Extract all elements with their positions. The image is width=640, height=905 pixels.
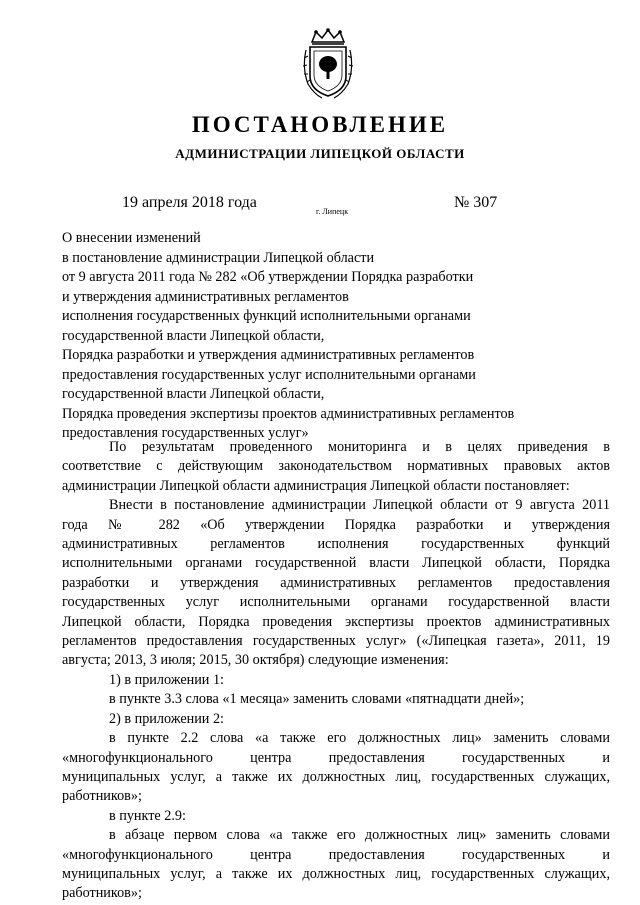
body-line: Внести в постановление администрации Липецкой области от 9 августа 2011 bbox=[109, 497, 610, 514]
body-line: муниципальных услуг, а также их должностных лиц, государственных служащих, bbox=[62, 768, 610, 785]
subject-line: и утверждения административных регламентов bbox=[62, 288, 349, 305]
subject-line: Порядка проведения экспертизы проектов административных регламентов bbox=[62, 405, 515, 422]
body-line: 2) в приложении 2: bbox=[109, 710, 224, 727]
body-line: в пункте 3.3 слова «1 месяца» заменить словами «пятнадцати дней»; bbox=[109, 691, 525, 708]
body-line: государственных услуг исполнительными органами государственной власти bbox=[62, 594, 610, 611]
document-date: 19 апреля 2018 года bbox=[122, 194, 257, 211]
body-line: администрации Липецкой области администрация Липецкой области постановляет: bbox=[62, 477, 570, 494]
document-city: г. Липецк bbox=[316, 207, 349, 216]
body-line: в абзаце первом слова «а также его должностных лиц» заменить словами bbox=[109, 827, 610, 844]
subject-line: в постановление администрации Липецкой области bbox=[62, 249, 375, 266]
body-line: регламентов предоставления государственных услуг» («Липецкая газета», 2011, 19 bbox=[62, 633, 610, 650]
document-number: № 307 bbox=[454, 194, 498, 211]
body-line: разработки и утверждения административных регламентов предоставления bbox=[62, 574, 610, 591]
subject-line: государственной власти Липецкой области, bbox=[62, 386, 325, 402]
subject-line: государственной власти Липецкой области, bbox=[62, 327, 325, 344]
body-line: августа; 2013, 3 июля; 2015, 30 октября) следующие изменения: bbox=[62, 652, 449, 669]
subject-line: исполнения государственных функций исполнительными органами bbox=[62, 308, 471, 324]
body-line: исполнительными органами государственной власти Липецкой области, Порядка bbox=[62, 555, 610, 572]
body-line: соответствие с действующим законодательством нормативных правовых актов bbox=[62, 458, 610, 475]
subject-line: предоставления государственных услуг» bbox=[62, 425, 309, 441]
subject-line: предоставления государственных услуг исполнительными органами bbox=[62, 366, 476, 383]
subject-line: О внесении изменений bbox=[62, 230, 201, 246]
body-line: года № 282 «Об утверждении Порядка разработки и утверждения bbox=[62, 516, 610, 533]
body-line: в пункте 2.2 слова «а также его должностных лиц» заменить словами bbox=[109, 730, 610, 747]
body-line: «многофункционального центра предоставления государственных и bbox=[62, 846, 610, 863]
body-line: «многофункционального центра предоставления государственных и bbox=[62, 749, 610, 766]
coat-of-arms-icon bbox=[300, 28, 356, 100]
body-line: 1) в приложении 1: bbox=[109, 671, 224, 688]
body-line: По результатам проведенного мониторинга и в целях приведения в bbox=[109, 439, 610, 455]
body-line: работников»; bbox=[62, 885, 142, 902]
body-line: Липецкой области, Порядка проведения экспертизы проектов административных bbox=[62, 613, 610, 630]
body-line: работников»; bbox=[62, 788, 142, 805]
body-line: в пункте 2.9: bbox=[109, 807, 186, 824]
document-title: ПОСТАНОВЛЕНИЕ bbox=[191, 112, 449, 137]
subject-line: Порядка разработки и утверждения административных регламентов bbox=[62, 347, 475, 363]
subject-line: от 9 августа 2011 года № 282 «Об утверждении Порядка разработки bbox=[62, 269, 474, 285]
document-subject bbox=[62, 229, 582, 444]
document-subtitle: АДМИНИСТРАЦИИ ЛИПЕЦКОЙ ОБЛАСТИ bbox=[175, 146, 465, 161]
document-body bbox=[62, 438, 610, 904]
body-line: муниципальных услуг, а также их должностных лиц, государственных служащих, bbox=[62, 865, 610, 882]
body-line: административных регламентов исполнения государственных функций bbox=[62, 536, 610, 553]
